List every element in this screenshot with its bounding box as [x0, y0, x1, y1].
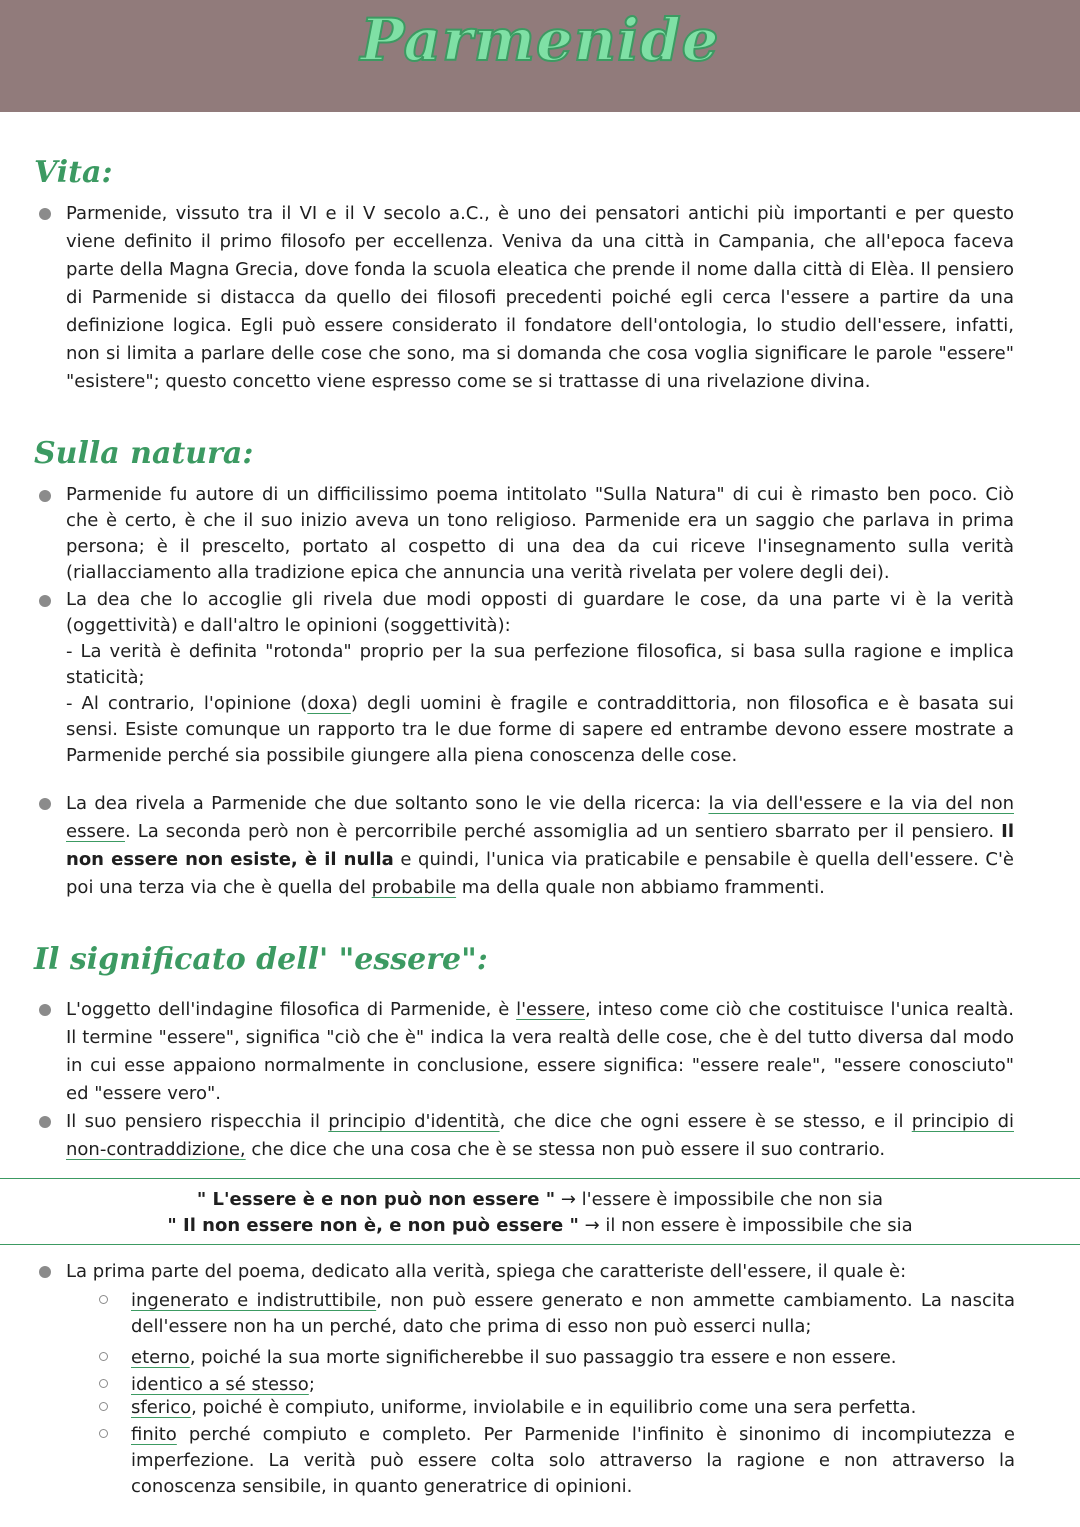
divider: [0, 1178, 1080, 1179]
circle-bullet-icon: [99, 1295, 108, 1304]
probabile-term: probabile: [371, 877, 457, 898]
doxa-term: doxa: [307, 693, 351, 714]
circle-bullet-icon: [99, 1429, 108, 1438]
sub-item: eterno, poiché la sua morte significherebbe il suo passaggio tra essere e non essere.: [131, 1345, 1015, 1371]
identita-term: principio d'identità: [328, 1111, 500, 1132]
page-title: Parmenide: [360, 6, 720, 74]
bullet-icon: [39, 1116, 51, 1128]
list-item: La dea che lo accoglie gli rivela due modi opposti di guardare le cose, da una parte vi è la verità (oggettività) e dall'altro le opinioni (soggettività): - La verità è definita "rotonda" proprio per la sua perfezione filosofica, si basa sulla ragione e implica staticità; - Al contrario, l'opinione (doxa) degli uomini è fragile e contraddittoria, non filosofica e è basata sui sensi. Esiste comunque un rapporto tra le due forme di sapere ed entrambe devono essere mostrate a Parmenide perché sia possibile giungere alla piena conoscenza delle cose.: [66, 587, 1014, 769]
title-banner: [0, 0, 1080, 112]
bullet-icon: [39, 208, 51, 220]
bullet-icon: [39, 490, 51, 502]
list-item: Parmenide fu autore di un difficilissimo poema intitolato "Sulla Natura" di cui è rimasto ben poco. Ciò che è certo, è che il suo inizio aveva un tono religioso. Parmenide era un saggio che parlava in prima persona; è il prescelto, portato al cospetto di una dea da cui riceve l'insegnamento sulla verità (riallacciamento alla tradizione epica che annuncia una verità rivelata per volere degli dei).: [66, 482, 1014, 586]
non-contraddizione-term: principio di non-contraddizione,: [66, 1111, 1014, 1160]
quote-2: " Il non essere non è, e non può essere " → il non essere è impossibile che sia: [167, 1215, 913, 1236]
sub-item: ingenerato e indistruttibile, non può essere generato e non ammette cambiamento. La nascita dell'essere non ha un perché, dato che prima di esso non può esserci nulla;: [131, 1288, 1015, 1340]
essere-term: l'essere: [516, 999, 586, 1020]
list-item: L'oggetto dell'indagine filosofica di Parmenide, è l'essere, inteso come ciò che costituisce l'unica realtà. Il termine "essere", significa "ciò che è" indica la vera realtà delle cose, che è del tutto diversa dal modo in cui esse appaiono normalmente in conclusione, essere significa: "essere reale", "essere conosciuto" ed "essere vero".: [66, 996, 1014, 1108]
quote-1: " L'essere è e non può non essere " → l'essere è impossibile che non sia: [196, 1189, 884, 1210]
sub-item: identico a sé stesso;: [131, 1372, 1015, 1398]
list-item: La prima parte del poema, dedicato alla verità, spiega che caratteriste dell'essere, il quale è:: [66, 1258, 1014, 1286]
bullet-icon: [39, 798, 51, 810]
bullet-icon: [39, 1004, 51, 1016]
divider: [0, 1244, 1080, 1245]
circle-bullet-icon: [99, 1352, 108, 1361]
bullet-icon: [39, 1266, 51, 1278]
heading-vita: Vita:: [34, 155, 113, 190]
circle-bullet-icon: [99, 1402, 108, 1411]
bullet-icon: [39, 595, 51, 607]
bold-statement: Il non essere non esiste, è il nulla: [66, 821, 1014, 870]
heading-sulla-natura: Sulla natura:: [34, 436, 254, 471]
list-item: Il suo pensiero rispecchia il principio d'identità, che dice che ogni essere è se stesso, e il principio di non-contraddizione, che dice che una cosa che è se stessa non può essere il suo contrario.: [66, 1108, 1014, 1164]
list-item: La dea rivela a Parmenide che due soltanto sono le vie della ricerca: la via dell'essere e la via del non essere. La seconda però non è percorribile perché assomiglia ad un sentiero sbarrato per il pensiero. Il non essere non esiste, è il nulla e quindi, l'unica via praticabile e pensabile è quella dell'essere. C'è poi una terza via che è quella del probabile ma della quale non abbiamo frammenti.: [66, 790, 1014, 902]
list-item: Parmenide, vissuto tra il VI e il V secolo a.C., è uno dei pensatori antichi più importanti e per questo viene definito il primo filosofo per eccellenza. Veniva da una città in Campania, che all'epoca faceva parte della Magna Grecia, dove fonda la scuola eleatica che prende il nome dalla città di Elèa. Il pensiero di Parmenide si distacca da quello dei filosofi precedenti poiché egli cerca l'essere a partire da una definizione logica. Egli può essere considerato il fondatore dell'ontologia, lo studio dell'essere, infatti, non si limita a parlare delle cose che sono, ma si domanda che cosa voglia significare le parole "essere" "esistere"; questo concetto viene espresso come se si trattasse di una rivelazione divina.: [66, 200, 1014, 396]
sub-item: finito perché compiuto e completo. Per Parmenide l'infinito è sinonimo di incompiutezza e imperfezione. La verità può essere colta solo attraverso la ragione e non attraverso la conoscenza sensibile, in quanto generatrice di opinioni.: [131, 1422, 1015, 1500]
circle-bullet-icon: [99, 1379, 108, 1388]
vie-term: la via dell'essere e la via del non essere: [66, 793, 1014, 842]
sub-item: sferico, poiché è compiuto, uniforme, inviolabile e in equilibrio come una sera perfetta.: [131, 1395, 1015, 1421]
heading-significato: Il significato dell' "essere":: [34, 942, 488, 977]
